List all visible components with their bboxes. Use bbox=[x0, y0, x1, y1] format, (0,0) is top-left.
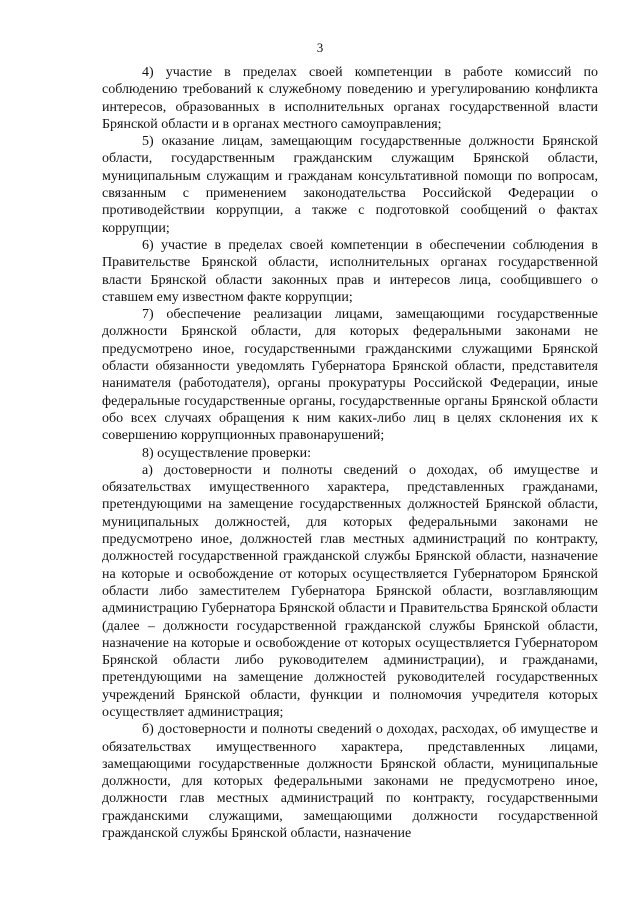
page-number: 3 bbox=[316, 40, 324, 55]
paragraph-item-5: 5) оказание лицам, замещающим государственные должности Брянской области, государственным гражданским служащим Брянской области, муниципальным служащим и гражданам консультативной помощи по вопросам, связанным с применением законодательства Российской Федерации о противодействии коррупции, а также с подготовкой сообщений о фактах коррупции; bbox=[102, 134, 598, 236]
paragraph-item-6: 6) участие в пределах своей компетенции в обеспечении соблюдения в Правительстве Брянской области, исполнительных органах государственной власти Брянской области законных прав и интересов лица, сообщившего о ставшем ему известном факте коррупции; bbox=[102, 237, 598, 305]
paragraph-item-8b: б) достоверности и полноты сведений о доходах, расходах, об имуществе и обязательствах имущественного характера, представленных лицами, замещающими государственные должности Брянской области, муниципальные должности, для которых федеральными законами не предусмотрено иное, должности глав местных администраций по контракту, государственными гражданскими служащими, замещающими должности государственной гражданской службы Брянской области, назначение bbox=[102, 722, 598, 842]
paragraph-item-8: 8) осуществление проверки: bbox=[142, 445, 311, 461]
paragraph-item-8a: а) достоверности и полноты сведений о доходах, об имуществе и обязательствах имущественного характера, представленных гражданами, претендующими на замещение государственных должностей Брянской области, муниципальных должностей, для которых федеральными законами не предусмотрено иное, должностей глав местных администраций по контракту, должностей государственной гражданской службы Брянской области, назначение на которые и освобождение от которых осуществляется Губернатором Брянской области либо заместителем Губернатора Брянской области, возглавляющим администрацию Губернатора Брянской области и Правительства Брянской области (далее – должности государственной гражданской службы Брянской области, назначение на которые и освобождение от которых осуществляется Губернатором Брянской области либо руководителем администрации), и гражданами, претендующими на замещение должностей руководителей государственных учреждений Брянской области, функции и полномочия учредителя которых осуществляет администрация; bbox=[102, 462, 598, 720]
paragraph-item-7: 7) обеспечение реализации лицами, замещающими государственные должности Брянской области, для которых федеральными законами не предусмотрено иное, государственными гражданскими служащими Брянской области обязанности уведомлять Губернатора Брянской области, представителя нанимателя (работодателя), органы прокуратуры Российской Федерации, иные федеральные государственные органы, государственные органы Брянской области обо всех случаях обращения к ним каких-либо лиц в целях склонения их к совершению коррупционных правонарушений; bbox=[102, 307, 598, 444]
paragraph-item-4: 4) участие в пределах своей компетенции в работе комиссий по соблюдению требований к служебному поведению и урегулированию конфликта интересов, образованных в исполнительных органах государственной власти Брянской области и в органах местного самоуправления; bbox=[102, 65, 598, 132]
document-body bbox=[102, 64, 598, 842]
